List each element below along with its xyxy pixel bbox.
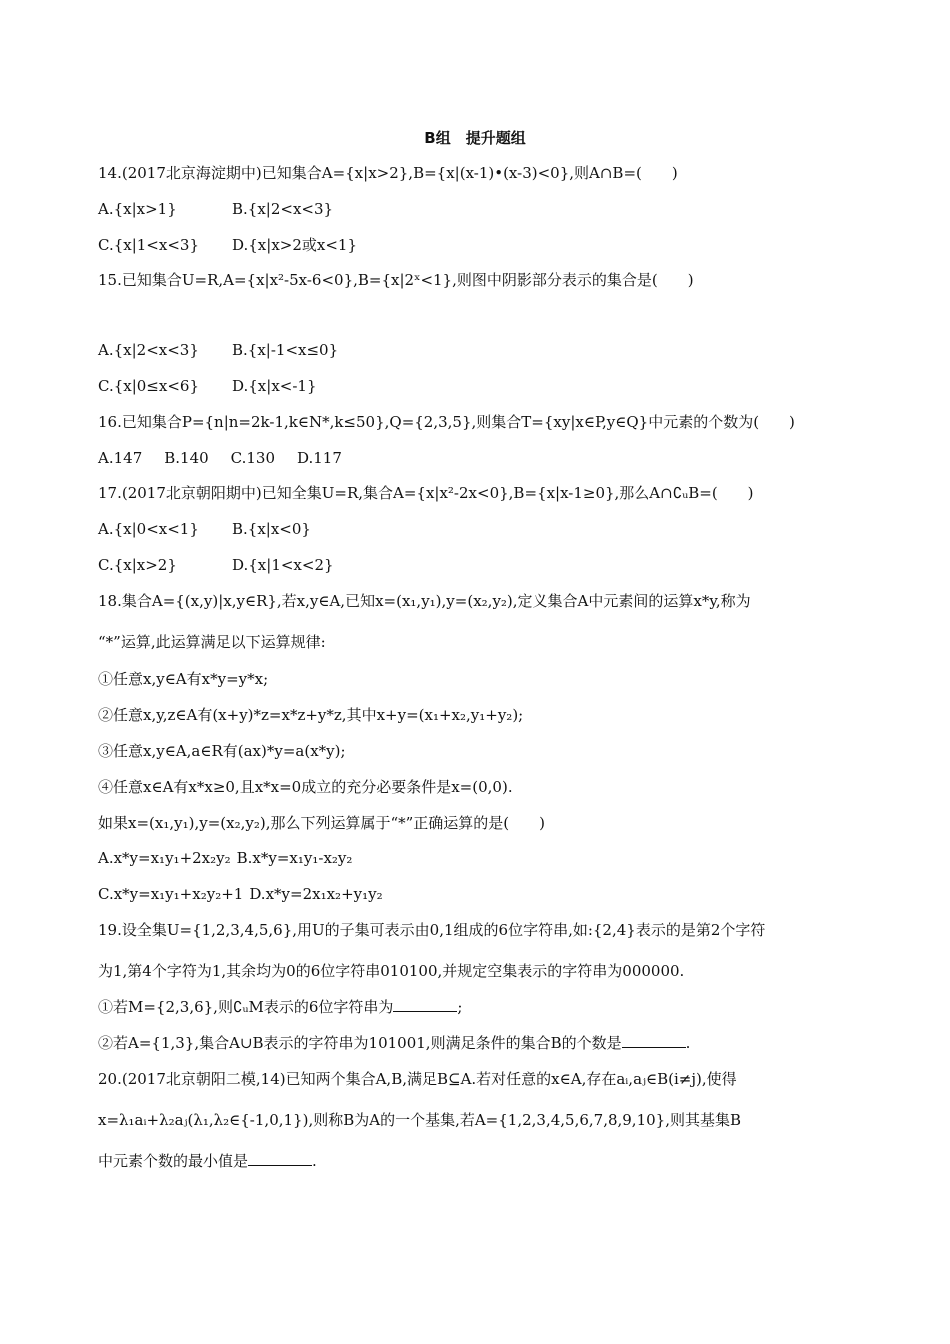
q18-rule-4: ④任意x∈A有x*x≥0,且x*x=0成立的充分必要条件是x=(0,0). (98, 778, 513, 796)
q20-line3-end: . (312, 1152, 317, 1170)
q20-line1: 20.(2017北京朝阳二模,14)已知两个集合A,B,满足B⊆A.若对任意的x∈A,存在aᵢ,aⱼ∈B(i≠j),使得 (98, 1070, 737, 1088)
q16-option-a: A.147 (98, 449, 143, 467)
q18-stem-line2: “*”运算,此运算满足以下运算规律: (98, 633, 326, 651)
q14-stem: 14.(2017北京海淀期中)已知集合A={x|x>2},B={x|(x-1)•(x-3)<0},则A∩B=( ) (98, 164, 678, 182)
q20-line2: x=λ₁aᵢ+λ₂aⱼ(λ₁,λ₂∈{-1,0,1}),则称B为A的一个基集,若A={1,2,3,4,5,6,7,8,9,10},则其基集B (98, 1111, 742, 1129)
q14-option-c: C.{x|1<x<3} (98, 236, 199, 254)
q16-options (98, 448, 364, 468)
q19-stem-line1: 19.设全集U={1,2,3,4,5,6},用U的子集可表示由0,1组成的6位字符串,如:{2,4}表示的是第2个字符 (98, 921, 766, 939)
q20-line3 (98, 1151, 317, 1171)
q18-rule-2: ②任意x,y,z∈A有(x+y)*z=x*z+y*z,其中x+y=(x₁+x₂,y₁+y₂); (98, 706, 524, 724)
q18-rule-3: ③任意x,y∈A,a∈R有(ax)*y=a(x*y); (98, 742, 346, 760)
q19-part1-text: ①若M={2,3,6},则∁ᵤM表示的6位字符串为 (98, 998, 394, 1016)
q16-option-b: B.140 (164, 449, 209, 467)
q15-option-d: D.{x|x<-1} (232, 377, 317, 395)
q18-question: 如果x=(x₁,y₁),y=(x₂,y₂),那么下列运算属于“*”正确运算的是( ) (98, 814, 546, 832)
q19-part1-end: ; (457, 998, 463, 1016)
q18-option-a: A.x*y=x₁y₁+2x₂y₂ (98, 849, 231, 867)
q15-option-a: A.{x|2<x<3} (98, 341, 199, 359)
q17-options-row2 (98, 555, 334, 575)
q14-options-row2 (98, 235, 357, 255)
q18-option-c: C.x*y=x₁y₁+x₂y₂+1 (98, 885, 244, 903)
q19-stem-line2: 为1,第4个字符为1,其余均为0的6位字符串010100,并规定空集表示的字符串为000000. (98, 962, 685, 980)
q18-option-b: B.x*y=x₁y₁-x₂y₂ (236, 849, 353, 867)
q18-stem-line1: 18.集合A={(x,y)|x,y∈R},若x,y∈A,已知x=(x₁,y₁),y=(x₂,y₂),定义集合A中元素间的运算x*y,称为 (98, 592, 751, 610)
q19-part2-end: . (685, 1034, 691, 1052)
q16-option-c: C.130 (230, 449, 275, 467)
section-title: B组 提升题组 (424, 129, 526, 147)
q19-part1 (98, 997, 462, 1017)
q17-option-a: A.{x|0<x<1} (98, 520, 199, 538)
q19-part1-answer-blank[interactable] (393, 997, 457, 1012)
q19-part2 (98, 1033, 690, 1053)
q14-option-a: A.{x|x>1} (98, 200, 177, 218)
q14-option-b: B.{x|2<x<3} (232, 200, 334, 218)
q18-options-row2 (98, 884, 383, 904)
q17-option-c: C.{x|x>2} (98, 556, 177, 574)
q15-options-row2 (98, 376, 317, 396)
q18-rule-1: ①任意x,y∈A有x*y=y*x; (98, 670, 269, 688)
q20-answer-blank[interactable] (248, 1151, 312, 1166)
q17-option-b: B.{x|x<0} (232, 520, 311, 538)
q15-option-c: C.{x|0≤x<6} (98, 377, 199, 395)
q18-option-d: D.x*y=2x₁x₂+y₁y₂ (249, 885, 383, 903)
q19-part2-answer-blank[interactable] (622, 1033, 686, 1048)
q17-option-d: D.{x|1<x<2} (232, 556, 334, 574)
q16-option-d: D.117 (297, 449, 342, 467)
q20-line3-text: 中元素个数的最小值是 (98, 1152, 249, 1170)
q14-options-row1 (98, 199, 333, 219)
q17-stem: 17.(2017北京朝阳期中)已知全集U=R,集合A={x|x²-2x<0},B={x|x-1≥0},那么A∩∁ᵤB=( ) (98, 484, 754, 502)
q15-stem: 15.已知集合U=R,A={x|x²-5x-6<0},B={x|2ˣ<1},则图中阴影部分表示的集合是( ) (98, 271, 694, 289)
q19-part2-text: ②若A={1,3},集合A∪B表示的字符串为101001,则满足条件的集合B的个数是 (98, 1034, 622, 1052)
q17-options-row1 (98, 519, 311, 539)
q14-option-d: D.{x|x>2或x<1} (232, 236, 358, 254)
q15-options-row1 (98, 340, 338, 360)
q16-stem: 16.已知集合P={n|n=2k-1,k∈N*,k≤50},Q={2,3,5},则集合T={xy|x∈P,y∈Q}中元素的个数为( ) (98, 413, 795, 431)
q15-option-b: B.{x|-1<x≤0} (232, 341, 339, 359)
q18-options-row1 (98, 848, 352, 868)
